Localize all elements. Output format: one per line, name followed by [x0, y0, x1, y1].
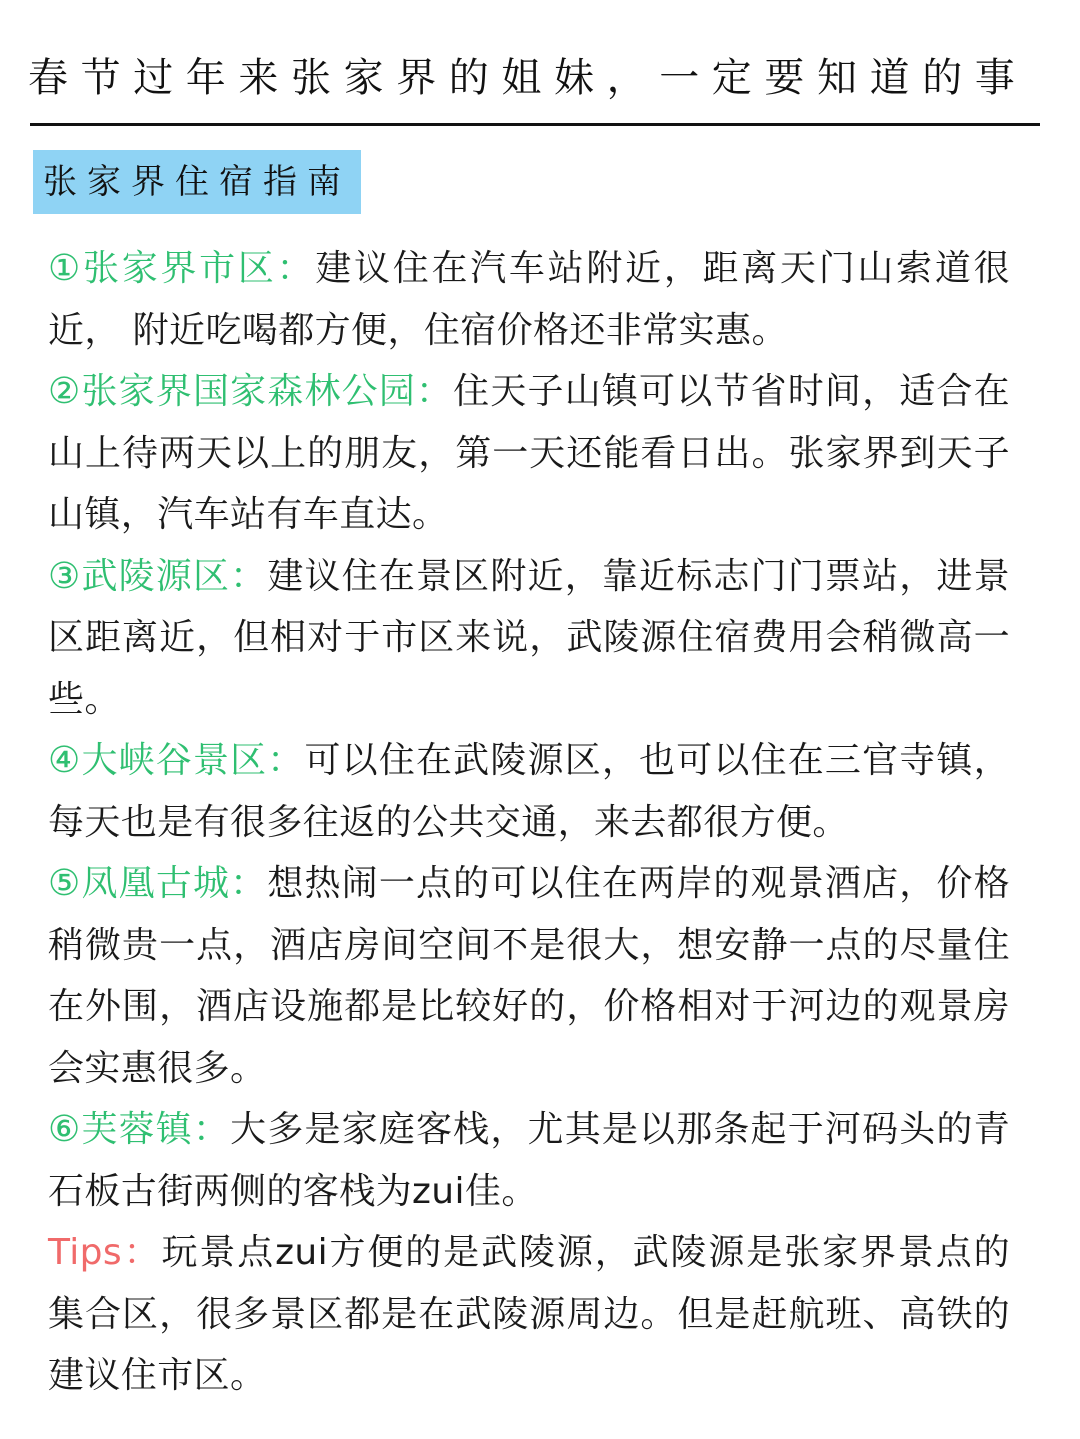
item-text: 建议住在汽车站附近，距离天门山索道很近， 附近吃喝都方便，住宿价格还非常实惠。	[48, 248, 1010, 351]
tips-paragraph	[48, 1222, 1010, 1407]
list-item-wulingyuan	[48, 546, 1010, 731]
item-label: ②张家界国家森林公园：	[48, 371, 454, 412]
item-label: ③武陵源区：	[48, 555, 268, 597]
list-item-grand-canyon	[48, 730, 1010, 853]
item-text: 可以住在武陵源区，也可以住在三官寺镇，每天也是有很多往返的公共交通，来去都很方便。	[48, 740, 1010, 843]
item-text: 建议住在景区附近，靠近标志门门票站，进景区距离近，但相对于市区来说，武陵源住宿费用会稍微高一些。	[48, 555, 1010, 720]
item-label: ④大峡谷景区：	[48, 740, 305, 781]
section-heading-badge: 张家界住宿指南	[33, 150, 361, 214]
item-label: ⑤凤凰古城：	[48, 863, 268, 904]
item-text: 大多是家庭客栈，尤其是以那条起于河码头的青石板古街两侧的客栈为zui佳。	[48, 1109, 1010, 1212]
item-label: ⑥芙蓉镇：	[48, 1109, 231, 1150]
tips-label: Tips：	[48, 1232, 162, 1273]
tips-text: 玩景点zui方便的是武陵源，武陵源是张家界景点的集合区，很多景区都是在武陵源周边。但是赶航班、高铁的建议住市区。	[48, 1232, 1010, 1396]
list-item-fenghuang	[48, 853, 1010, 1099]
title-divider	[30, 123, 1040, 126]
list-item-furong-town	[48, 1099, 1010, 1222]
list-item-city-district	[48, 238, 1010, 361]
page-title: 春节过年来张家界的姐妹，一定要知道的事	[28, 55, 1028, 101]
accommodation-guide-list	[48, 238, 1010, 1407]
item-text: 想热闹一点的可以住在两岸的观景酒店，价格稍微贵一点，酒店房间空间不是很大，想安静一点的尽量住在外围，酒店设施都是比较好的，价格相对于河边的观景房会实惠很多。	[48, 863, 1010, 1089]
item-label: ①张家界市区：	[48, 248, 316, 289]
list-item-forest-park	[48, 361, 1010, 546]
item-text: 住天子山镇可以节省时间，适合在山上待两天以上的朋友，第一天还能看日出。张家界到天子山镇，汽车站有车直达。	[48, 371, 1010, 535]
